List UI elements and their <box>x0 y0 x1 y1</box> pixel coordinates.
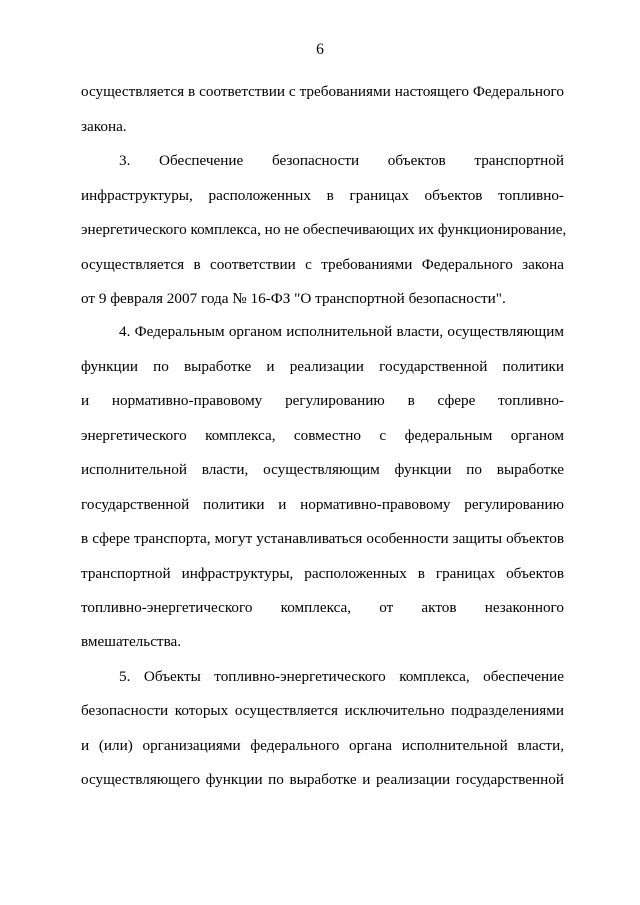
paragraph-4-line-3: и (или) организациями федерального органа исполнительной власти, <box>81 737 564 754</box>
paragraph-3-line-6: государственной политики и нормативно-правовому регулированию <box>81 496 564 513</box>
paragraph-3-line-9: топливно-энергетического комплекса, от актов незаконного <box>81 599 564 616</box>
paragraph-3-line-2: функции по выработке и реализации государственной политики <box>81 358 564 375</box>
paragraph-3-line-1: 4. Федеральным органом исполнительной власти, осуществляющим <box>119 323 564 340</box>
paragraph-1-line-1: осуществляется в соответствии с требованиями настоящего Федерального <box>81 83 564 100</box>
page-number: 6 <box>316 41 324 58</box>
paragraph-3-line-10: вмешательства. <box>81 633 182 650</box>
paragraph-2-line-1: 3. Обеспечение безопасности объектов транспортной <box>119 152 564 169</box>
paragraph-3-line-4: энергетического комплекса, совместно с федеральным органом <box>81 427 564 444</box>
paragraph-2-line-3: энергетического комплекса, но не обеспечивающих их функционирование, <box>81 221 567 238</box>
paragraph-3-line-5: исполнительной власти, осуществляющим функции по выработке <box>81 461 564 478</box>
paragraph-1-line-2: закона. <box>81 118 127 135</box>
paragraph-3-line-3: и нормативно-правовому регулированию в сфере топливно- <box>81 392 564 409</box>
paragraph-4-line-1: 5. Объекты топливно-энергетического комплекса, обеспечение <box>119 668 564 685</box>
paragraph-3-line-8: транспортной инфраструктуры, расположенных в границах объектов <box>81 565 564 582</box>
paragraph-2-line-5: от 9 февраля 2007 года № 16-ФЗ "О транспортной безопасности". <box>81 290 506 307</box>
paragraph-4-line-2: безопасности которых осуществляется исключительно подразделениями <box>81 702 564 719</box>
paragraph-2-line-2: инфраструктуры, расположенных в границах объектов топливно- <box>81 187 564 204</box>
paragraph-4-line-4: осуществляющего функции по выработке и реализации государственной <box>81 771 564 788</box>
paragraph-3-line-7: в сфере транспорта, могут устанавливаться особенности защиты объектов <box>81 530 564 547</box>
paragraph-2-line-4: осуществляется в соответствии с требованиями Федерального закона <box>81 256 564 273</box>
